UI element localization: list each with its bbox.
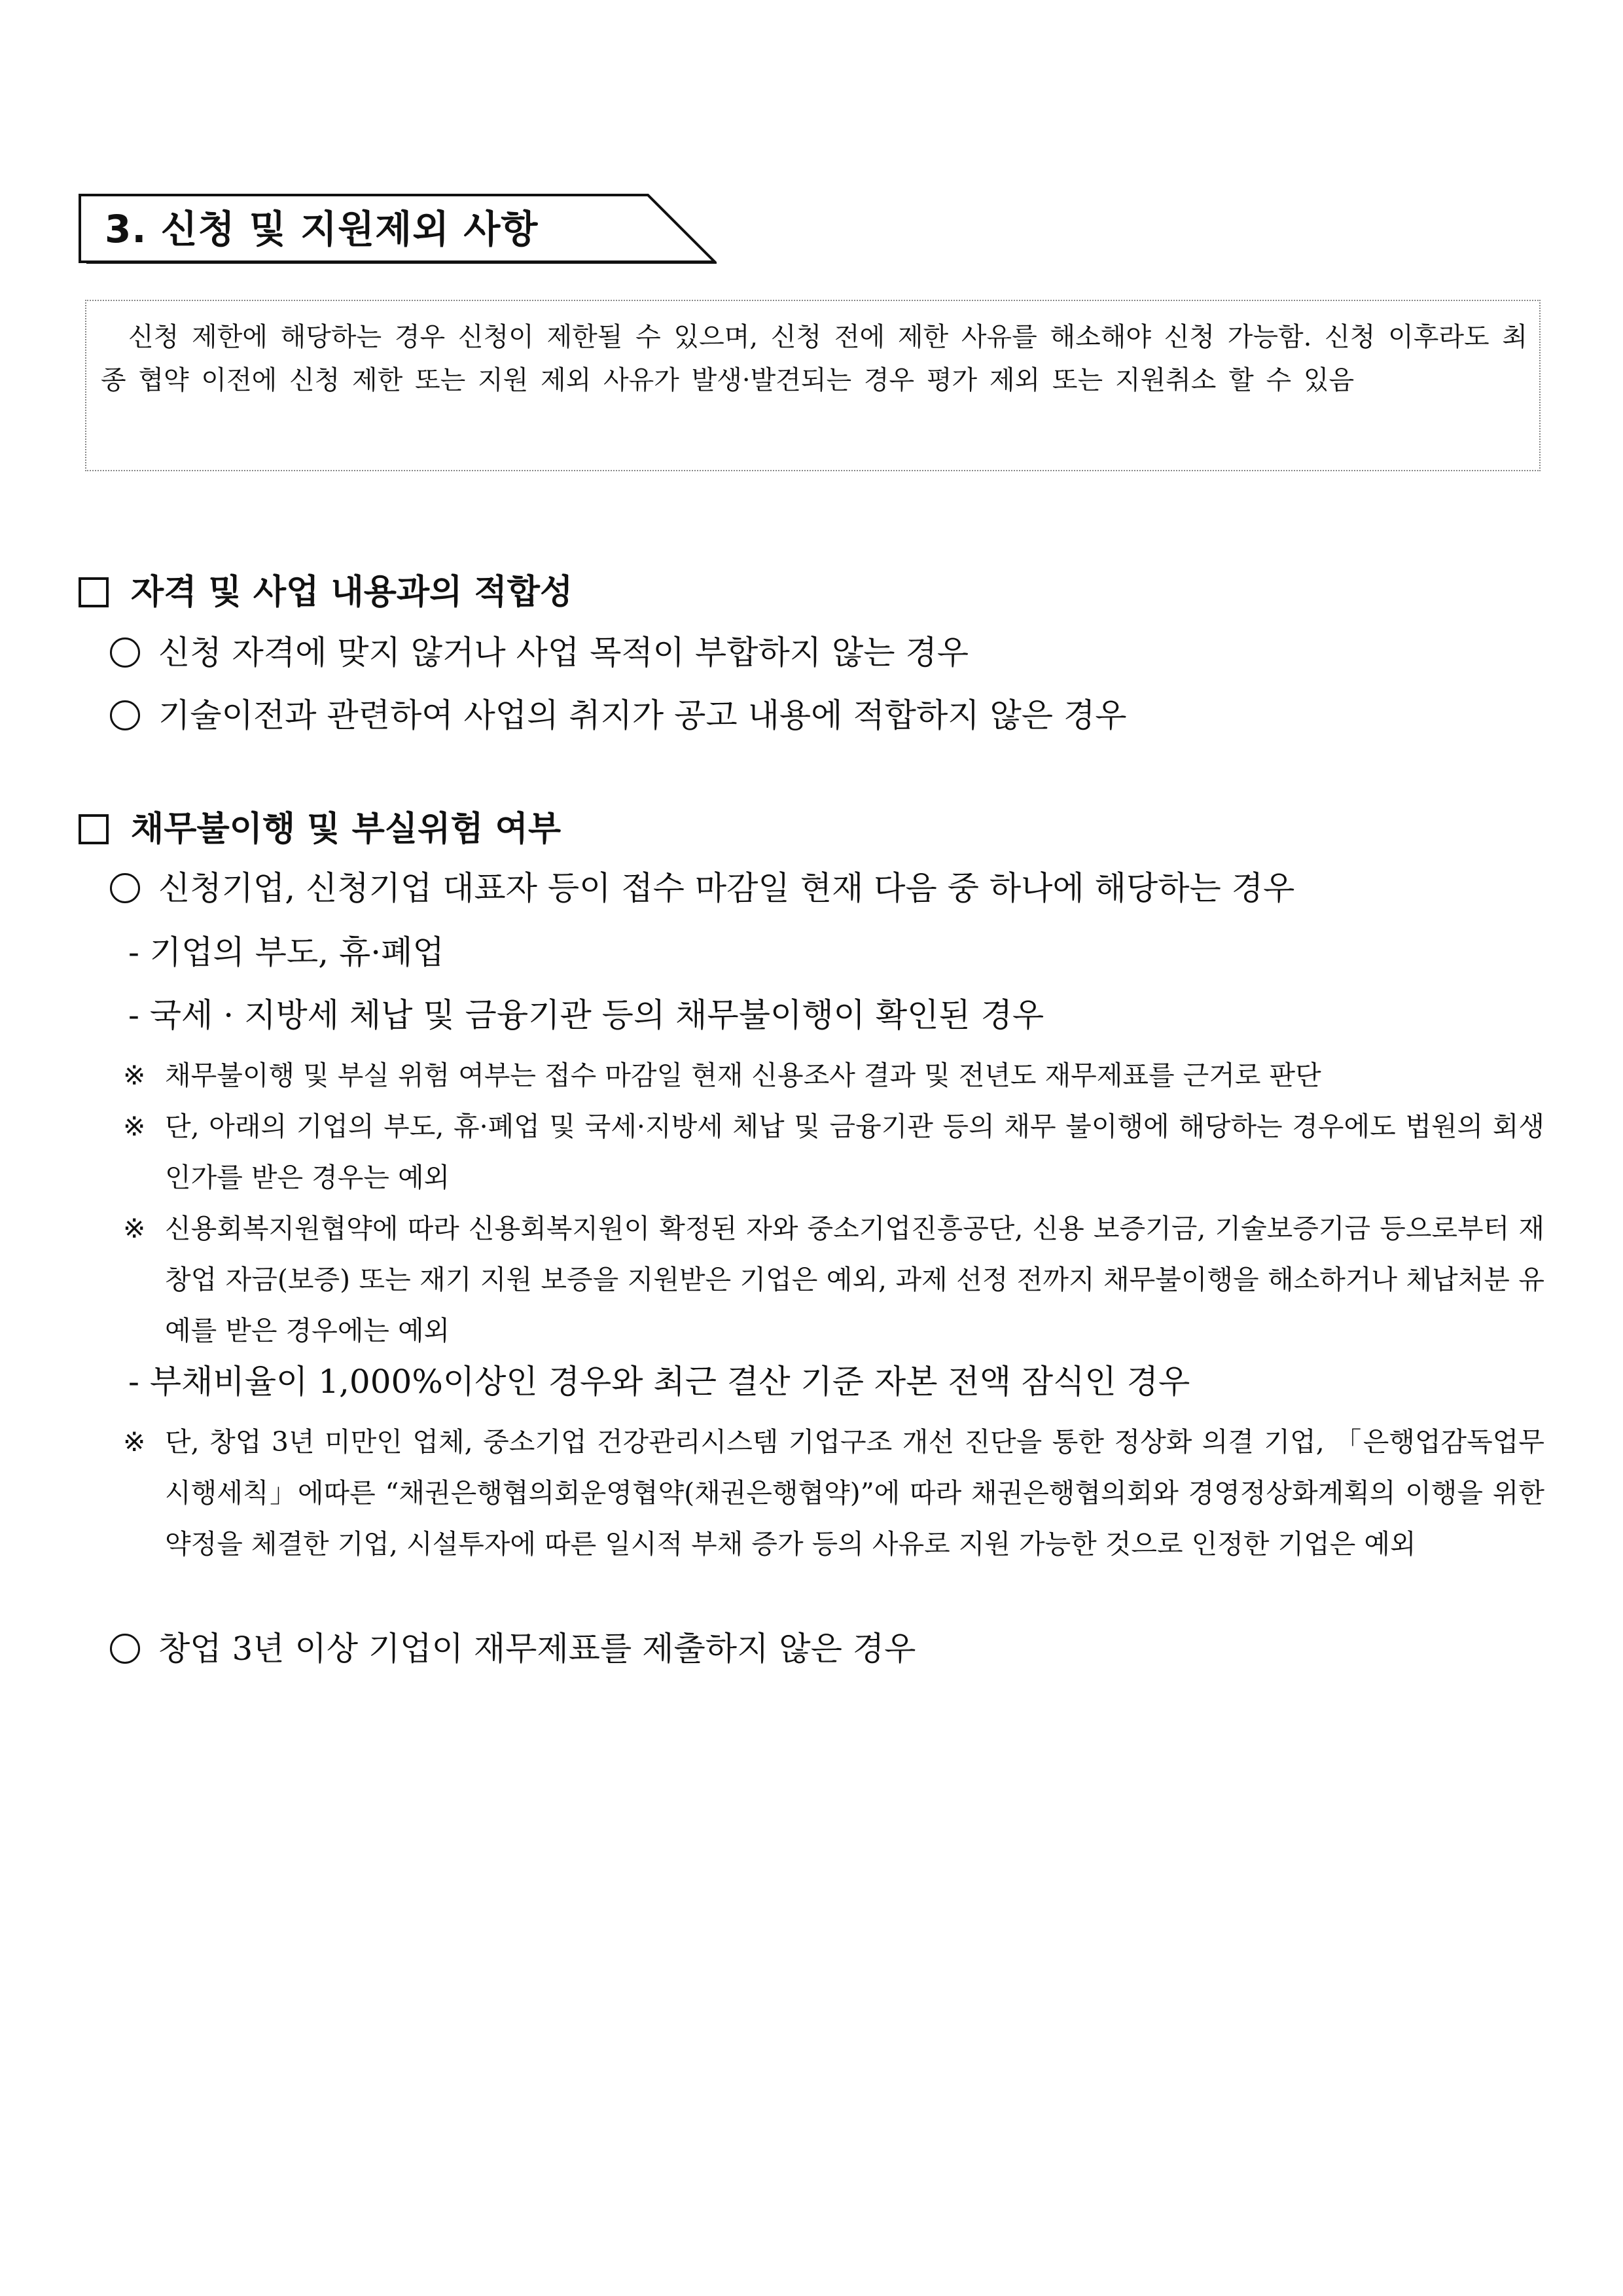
list-item xyxy=(110,630,969,675)
subsection-title: 채무불이행 및 부실위험 여부 xyxy=(131,810,562,849)
list-item xyxy=(110,865,1294,911)
checkbox-square-icon xyxy=(79,814,109,844)
reference-note xyxy=(123,1101,1544,1203)
note-text: 채무불이행 및 부실 위험 여부는 접수 마감일 현재 신용조사 결과 및 전년도 재무제표를 근거로 판단 xyxy=(165,1060,1321,1091)
reference-note xyxy=(123,1203,1544,1356)
note-text: 단, 아래의 기업의 부도, 휴·폐업 및 국세·지방세 체납 및 금융기관 등의 채무 불이행에 해당하는 경우에도 법원의 회생인가를 받은 경우는 예외 xyxy=(165,1111,1544,1193)
notice-text: 신청 제한에 해당하는 경우 신청이 제한될 수 있으며, 신청 전에 제한 사유를 해소해야 신청 가능함. 신청 이후라도 최종 협약 이전에 신청 제한 또는 지원 제외 사유가 발생·발견되는 경우 평가 제외 또는 지원취소 할 수 있음 xyxy=(101,322,1527,395)
reference-mark: ※ xyxy=(123,1213,146,1244)
section-heading: 3. 신청 및 지원제외 사항 xyxy=(105,207,539,251)
notice-box xyxy=(85,300,1541,471)
subsection-heading-default-risk xyxy=(79,806,561,852)
list-item xyxy=(110,692,1127,738)
circle-bullet-icon xyxy=(110,700,140,730)
dash-item: - 국세 · 지방세 체납 및 금융기관 등의 채무불이행이 확인된 경우 xyxy=(128,996,1044,1034)
reference-mark: ※ xyxy=(123,1426,146,1458)
circle-bullet-icon xyxy=(110,637,140,668)
reference-note xyxy=(123,1050,1544,1101)
dash-item: - 부채비율이 1,000%이상인 경우와 최근 결산 기준 자본 전액 잠식인 경우 xyxy=(128,1363,1190,1401)
reference-mark: ※ xyxy=(123,1111,146,1142)
list-item xyxy=(110,1626,916,1672)
checkbox-square-icon xyxy=(79,577,109,607)
list-item-text: 신청기업, 신청기업 대표자 등이 접수 마감일 현재 다음 중 하나에 해당하는 경우 xyxy=(158,869,1295,907)
list-item-text: 기술이전과 관련하여 사업의 취지가 공고 내용에 적합하지 않은 경우 xyxy=(158,696,1127,734)
section-heading-tab xyxy=(79,194,717,264)
dash-item: - 기업의 부도, 휴·폐업 xyxy=(128,933,444,971)
subsection-title: 자격 및 사업 내용과의 적합성 xyxy=(131,573,573,612)
note-text: 단, 창업 3년 미만인 업체, 중소기업 건강관리시스템 기업구조 개선 진단을 통한 정상화 의결 기업, 「은행업감독업무시행세칙」에따른 “채권은행협의회운영협약(채권은행협약)”에 따라 채권은행협의회와 경영정상화계획의 이행을 위한 약정을 체결한 기업, 시설투자에 따른 일시적 부채 증가 등의 사유로 지원 가능한 것으로 인정한 기업은 예외 xyxy=(165,1426,1544,1560)
list-item-text: 신청 자격에 맞지 않거나 사업 목적이 부합하지 않는 경우 xyxy=(158,634,969,672)
circle-bullet-icon xyxy=(110,1634,140,1664)
reference-note xyxy=(123,1416,1544,1570)
subsection-heading-eligibility xyxy=(79,569,573,615)
circle-bullet-icon xyxy=(110,873,140,903)
list-item-text: 창업 3년 이상 기업이 재무제표를 제출하지 않은 경우 xyxy=(158,1630,916,1668)
reference-mark: ※ xyxy=(123,1060,146,1091)
note-text: 신용회복지원협약에 따라 신용회복지원이 확정된 자와 중소기업진흥공단, 신용 보증기금, 기술보증기금 등으로부터 재창업 자금(보증) 또는 재기 지원 보증을 지원받은 기업은 예외, 과제 선정 전까지 채무불이행을 해소하거나 체납처분 유예를 받은 경우에는 예외 xyxy=(165,1213,1544,1346)
